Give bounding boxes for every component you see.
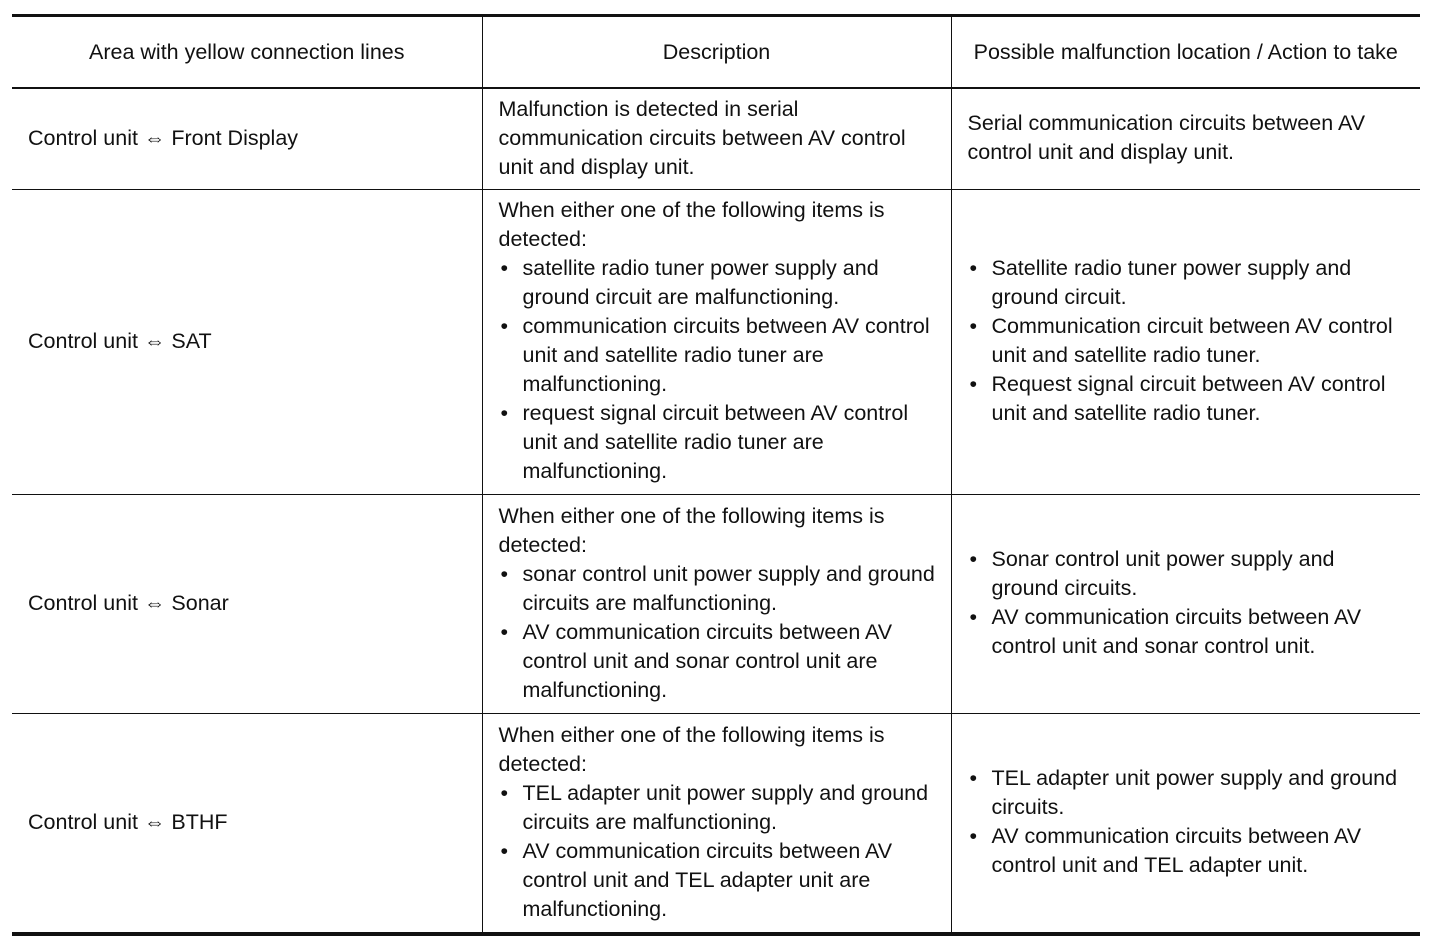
table-body: [12, 88, 1420, 934]
list-item-text: sonar control unit power supply and ground circuits are malfunctioning.: [522, 561, 935, 615]
bullet-icon: •: [500, 401, 509, 425]
description-cell: [482, 495, 951, 714]
description-list: [499, 779, 937, 924]
table-row: [12, 495, 1420, 714]
list-item-text: communication circuits between AV control unit and satellite radio tuner are malfunctioning.: [522, 314, 930, 396]
bullet-icon: •: [969, 547, 978, 571]
description-intro: When either one of the following items is detected:: [498, 722, 885, 776]
table-header: [12, 16, 1420, 89]
list-item-text: AV communication circuits between AV control unit and sonar control unit.: [991, 605, 1362, 658]
list-item-text: AV communication circuits between AV control unit and TEL adapter unit.: [991, 824, 1362, 877]
table-row: [12, 190, 1420, 495]
area-cell: Control unit ⇔ SAT: [12, 190, 482, 495]
area-cell: Control unit ⇔ Front Display: [12, 88, 482, 190]
header-row: [12, 16, 1420, 89]
bullet-icon: •: [969, 766, 978, 790]
list-item-text: Communication circuit between AV control unit and satellite radio tuner.: [991, 314, 1393, 367]
description-cell: [482, 714, 951, 935]
action-cell: [951, 190, 1420, 495]
description-cell: [482, 88, 951, 190]
bullet-icon: •: [500, 619, 509, 644]
action-intro: Serial communication circuits between AV control unit and display unit.: [967, 111, 1366, 164]
list-item-text: TEL adapter unit power supply and ground circuits.: [991, 766, 1398, 819]
description-intro: When either one of the following items is detected:: [498, 198, 885, 251]
list-item: [499, 837, 937, 924]
bullet-icon: •: [969, 256, 978, 280]
list-item-text: request signal circuit between AV control unit and satellite radio tuner are malfunctioning.: [522, 401, 909, 483]
list-item: [968, 822, 1407, 880]
bullet-icon: •: [969, 824, 978, 848]
malfunction-table: [12, 14, 1420, 936]
action-list: [968, 545, 1407, 661]
action-list: [968, 254, 1407, 428]
list-item: [499, 254, 937, 312]
list-item: [499, 312, 937, 399]
list-item-text: Satellite radio tuner power supply and ground circuit.: [991, 256, 1352, 309]
list-item: [968, 254, 1407, 312]
list-item: [499, 779, 937, 837]
bullet-icon: •: [969, 314, 978, 338]
list-item-text: satellite radio tuner power supply and ground circuit are malfunctioning.: [522, 256, 879, 309]
description-intro: When either one of the following items is detected:: [498, 503, 885, 557]
bullet-icon: •: [969, 605, 978, 629]
header-action: Possible malfunction location / Action to take: [951, 16, 1420, 89]
action-cell: [951, 88, 1420, 190]
bullet-icon: •: [500, 780, 509, 805]
header-area: Area with yellow connection lines: [12, 16, 482, 89]
table-row: [12, 714, 1420, 935]
area-cell: Control unit ⇔ Sonar: [12, 495, 482, 714]
bullet-icon: •: [969, 372, 978, 396]
list-item: [968, 370, 1407, 428]
list-item: [499, 560, 937, 618]
list-item: [968, 764, 1407, 822]
header-description: Description: [482, 16, 951, 89]
list-item-text: Sonar control unit power supply and ground circuits.: [991, 547, 1335, 600]
list-item: [499, 618, 937, 705]
description-list: [499, 560, 937, 705]
list-item: [499, 399, 937, 486]
list-item: [968, 312, 1407, 370]
list-item-text: AV communication circuits between AV control unit and TEL adapter unit are malfunctioning.: [522, 838, 893, 921]
bullet-icon: •: [500, 838, 509, 863]
bullet-icon: •: [500, 256, 509, 280]
action-list: [968, 764, 1407, 880]
description-cell: [482, 190, 951, 495]
table-row: [12, 88, 1420, 190]
list-item: [968, 545, 1407, 603]
area-cell: Control unit ⇔ BTHF: [12, 714, 482, 935]
list-item: [968, 603, 1407, 661]
bullet-icon: •: [500, 561, 509, 586]
action-cell: [951, 495, 1420, 714]
list-item-text: TEL adapter unit power supply and ground circuits are malfunctioning.: [522, 780, 929, 834]
action-cell: [951, 714, 1420, 935]
list-item-text: Request signal circuit between AV control unit and satellite radio tuner.: [991, 372, 1386, 425]
description-intro: Malfunction is detected in serial communication circuits between AV control unit and display unit.: [498, 96, 906, 179]
bullet-icon: •: [500, 314, 509, 338]
list-item-text: AV communication circuits between AV control unit and sonar control unit are malfunctioning.: [522, 619, 893, 702]
description-list: [499, 254, 937, 486]
